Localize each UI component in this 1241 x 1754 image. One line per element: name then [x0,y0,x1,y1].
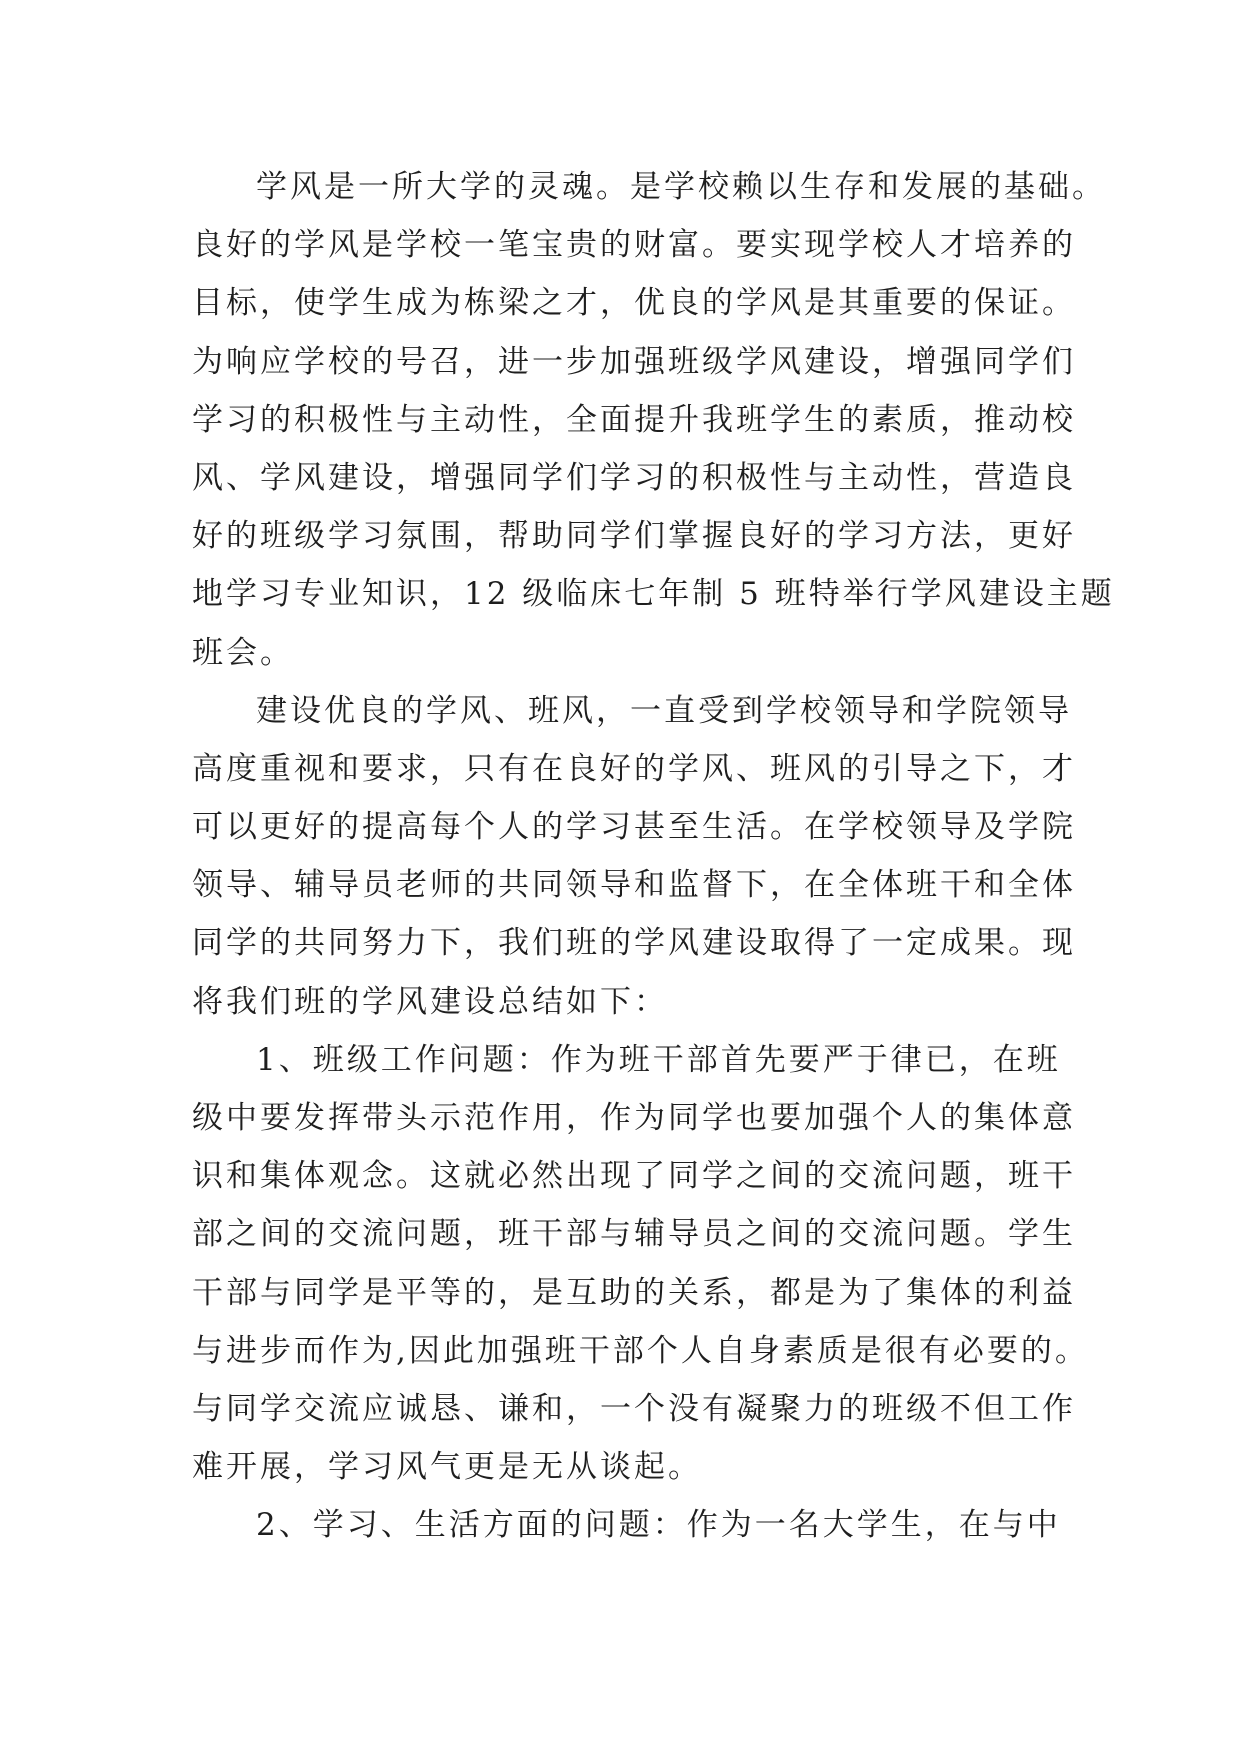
text-line: 学习的积极性与主动性，全面提升我班学生的素质，推动校 [192,401,1076,438]
text-line: 可以更好的提高每个人的学习甚至生活。在学校领导及学院 [192,809,1076,846]
text-line: 领导、辅导员老师的共同领导和监督下，在全体班干和全体 [192,867,1076,904]
text-line: 级中要发挥带头示范作用，作为同学也要加强个人的集体意 [192,1100,1076,1136]
text-line: 1、班级工作问题：作为班干部首先要严于律已，在班 [256,1041,1061,1078]
text-line: 部之间的交流问题，班干部与辅导员之间的交流问题。学生 [192,1216,1076,1253]
text-line: 目标，使学生成为栋梁之才，优良的学风是其重要的保证。 [192,285,1076,322]
text-line: 班会。 [192,634,294,671]
text-line: 将我们班的学风建设总结如下： [192,983,668,1020]
text-line: 识和集体观念。这就必然出现了同学之间的交流问题，班干 [192,1158,1076,1195]
text-line: 建设优良的学风、班风，一直受到学校领导和学院领导 [256,692,1072,729]
text-line: 良好的学风是学校一笔宝贵的财富。要实现学校人才培养的 [192,227,1076,264]
text-line: 地学习专业知识，12 级临床七年制 5 班特举行学风建设主题 [192,576,1115,613]
text-line: 好的班级学习氛围，帮助同学们掌握良好的学习方法，更好 [192,518,1076,555]
text-line: 与进步而作为,因此加强班干部个人自身素质是很有必要的。 [192,1332,1089,1369]
text-line: 与同学交流应诚恳、谦和，一个没有凝聚力的班级不但工作 [192,1390,1076,1427]
text-line: 干部与同学是平等的，是互助的关系，都是为了集体的利益 [192,1274,1076,1311]
text-line: 高度重视和要求，只有在良好的学风、班风的引导之下，才 [192,750,1076,787]
text-line: 学风是一所大学的灵魂。是学校赖以生存和发展的基础。 [256,169,1106,205]
text-line: 同学的共同努力下，我们班的学风建设取得了一定成果。现 [192,925,1076,962]
body-text [192,158,1115,1555]
text-line: 为响应学校的号召，进一步加强班级学风建设，增强同学们 [192,343,1076,380]
text-line: 2、学习、生活方面的问题：作为一名大学生，在与中 [256,1507,1061,1544]
text-line: 风、学风建设，增强同学们学习的积极性与主动性，营造良 [192,459,1076,496]
text-line: 难开展，学习风气更是无从谈起。 [192,1449,702,1486]
